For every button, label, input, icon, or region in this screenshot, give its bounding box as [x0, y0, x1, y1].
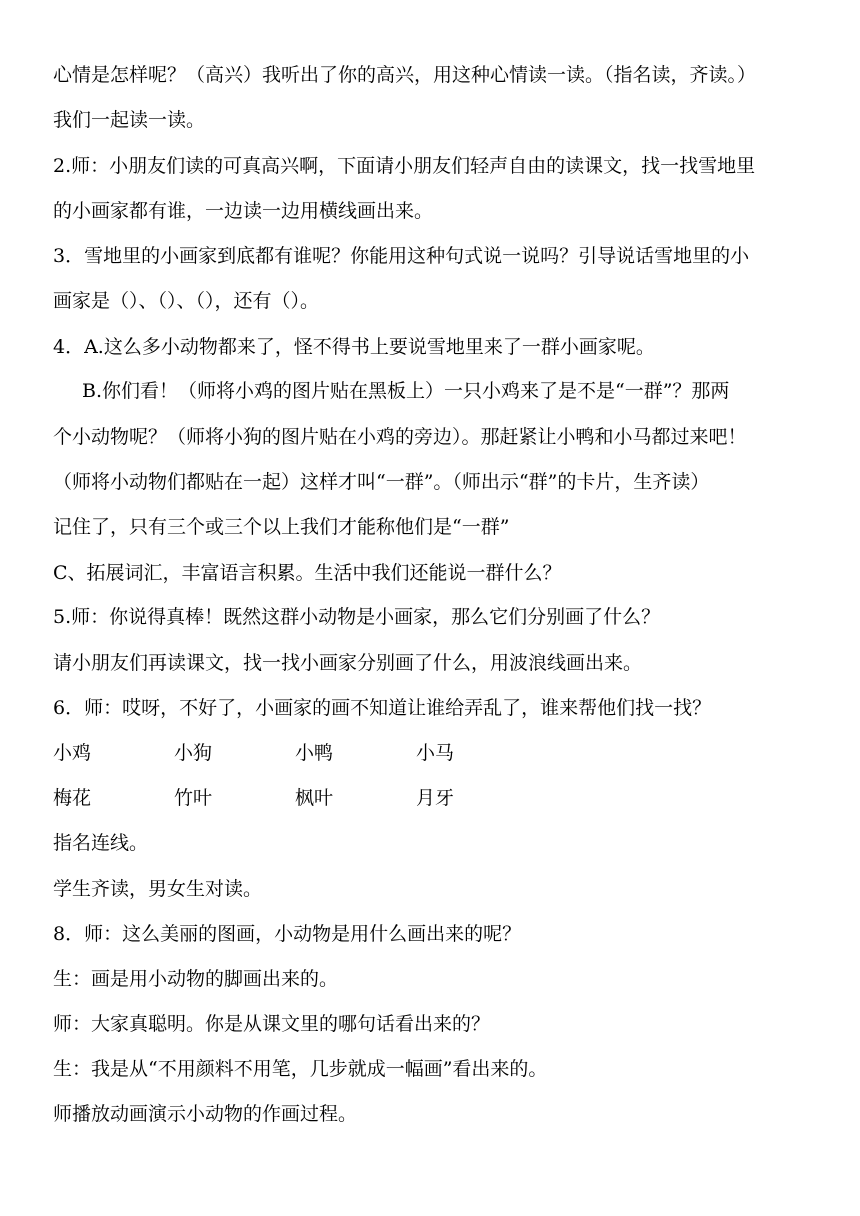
text-line: 记住了，只有三个或三个以上我们才能称他们是“一群”: [53, 516, 510, 538]
animal-label: 小鸭: [295, 742, 334, 764]
text-line: B.你们看！（师将小鸡的图片贴在黑板上）一只小鸡来了是不是“一群”？那两: [82, 380, 730, 402]
drawing-label: 梅花: [53, 787, 92, 809]
text-line: 2.师：小朋友们读的可真高兴啊，下面请小朋友们轻声自由的读课文，找一找雪地里: [53, 155, 756, 177]
drawing-label: 竹叶: [174, 787, 213, 809]
text-line: 3．雪地里的小画家到底都有谁呢？你能用这种句式说一说吗？引导说话雪地里的小: [53, 245, 750, 267]
text-line: 心情是怎样呢？（高兴）我听出了你的高兴，用这种心情读一读。（指名读，齐读。）: [53, 64, 757, 86]
text-line: 师：大家真聪明。你是从课文里的哪句话看出来的？: [53, 1013, 491, 1035]
text-line: 4．A.这么多小动物都来了，怪不得书上要说雪地里来了一群小画家呢。: [53, 336, 655, 358]
text-line: 生：画是用小动物的脚画出来的。: [53, 968, 339, 990]
text-line: 个小动物呢？（师将小狗的图片贴在小鸡的旁边）。那赶紧让小鸭和小马都过来吧！: [53, 426, 747, 448]
text-line: 6．师：哎呀，不好了，小画家的画不知道让谁给弄乱了，谁来帮他们找一找？: [53, 697, 712, 719]
text-line: 画家是（）、（）、（），还有（）。: [53, 290, 320, 312]
animal-label: 小狗: [174, 742, 213, 764]
text-line: 8．师：这么美丽的图画，小动物是用什么画出来的呢？: [53, 923, 522, 945]
text-line: 请小朋友们再读课文，找一找小画家分别画了什么，用波浪线画出来。: [53, 652, 643, 674]
text-line: （师将小动物们都贴在一起）这样才叫“一群”。（师出示“群”的卡片，生齐读）: [53, 471, 710, 493]
drawing-label: 枫叶: [295, 787, 334, 809]
drawing-label: 月牙: [416, 787, 455, 809]
text-line: 5.师：你说得真棒！既然这群小动物是小画家，那么它们分别画了什么？: [53, 606, 661, 628]
text-line: C、拓展词汇，丰富语言积累。生活中我们还能说一群什么？: [53, 562, 562, 584]
text-line: 我们一起读一读。: [53, 109, 206, 131]
animal-label: 小鸡: [53, 742, 92, 764]
text-line: 学生齐读，男女生对读。: [53, 878, 263, 900]
text-line: 师播放动画演示小动物的作画过程。: [53, 1103, 358, 1125]
text-line: 指名连线。: [53, 832, 149, 854]
text-line: 生：我是从“不用颜料不用笔，几步就成一幅画”看出来的。: [53, 1058, 548, 1080]
animal-label: 小马: [416, 742, 455, 764]
text-line: 的小画家都有谁，一边读一边用横线画出来。: [53, 200, 434, 222]
